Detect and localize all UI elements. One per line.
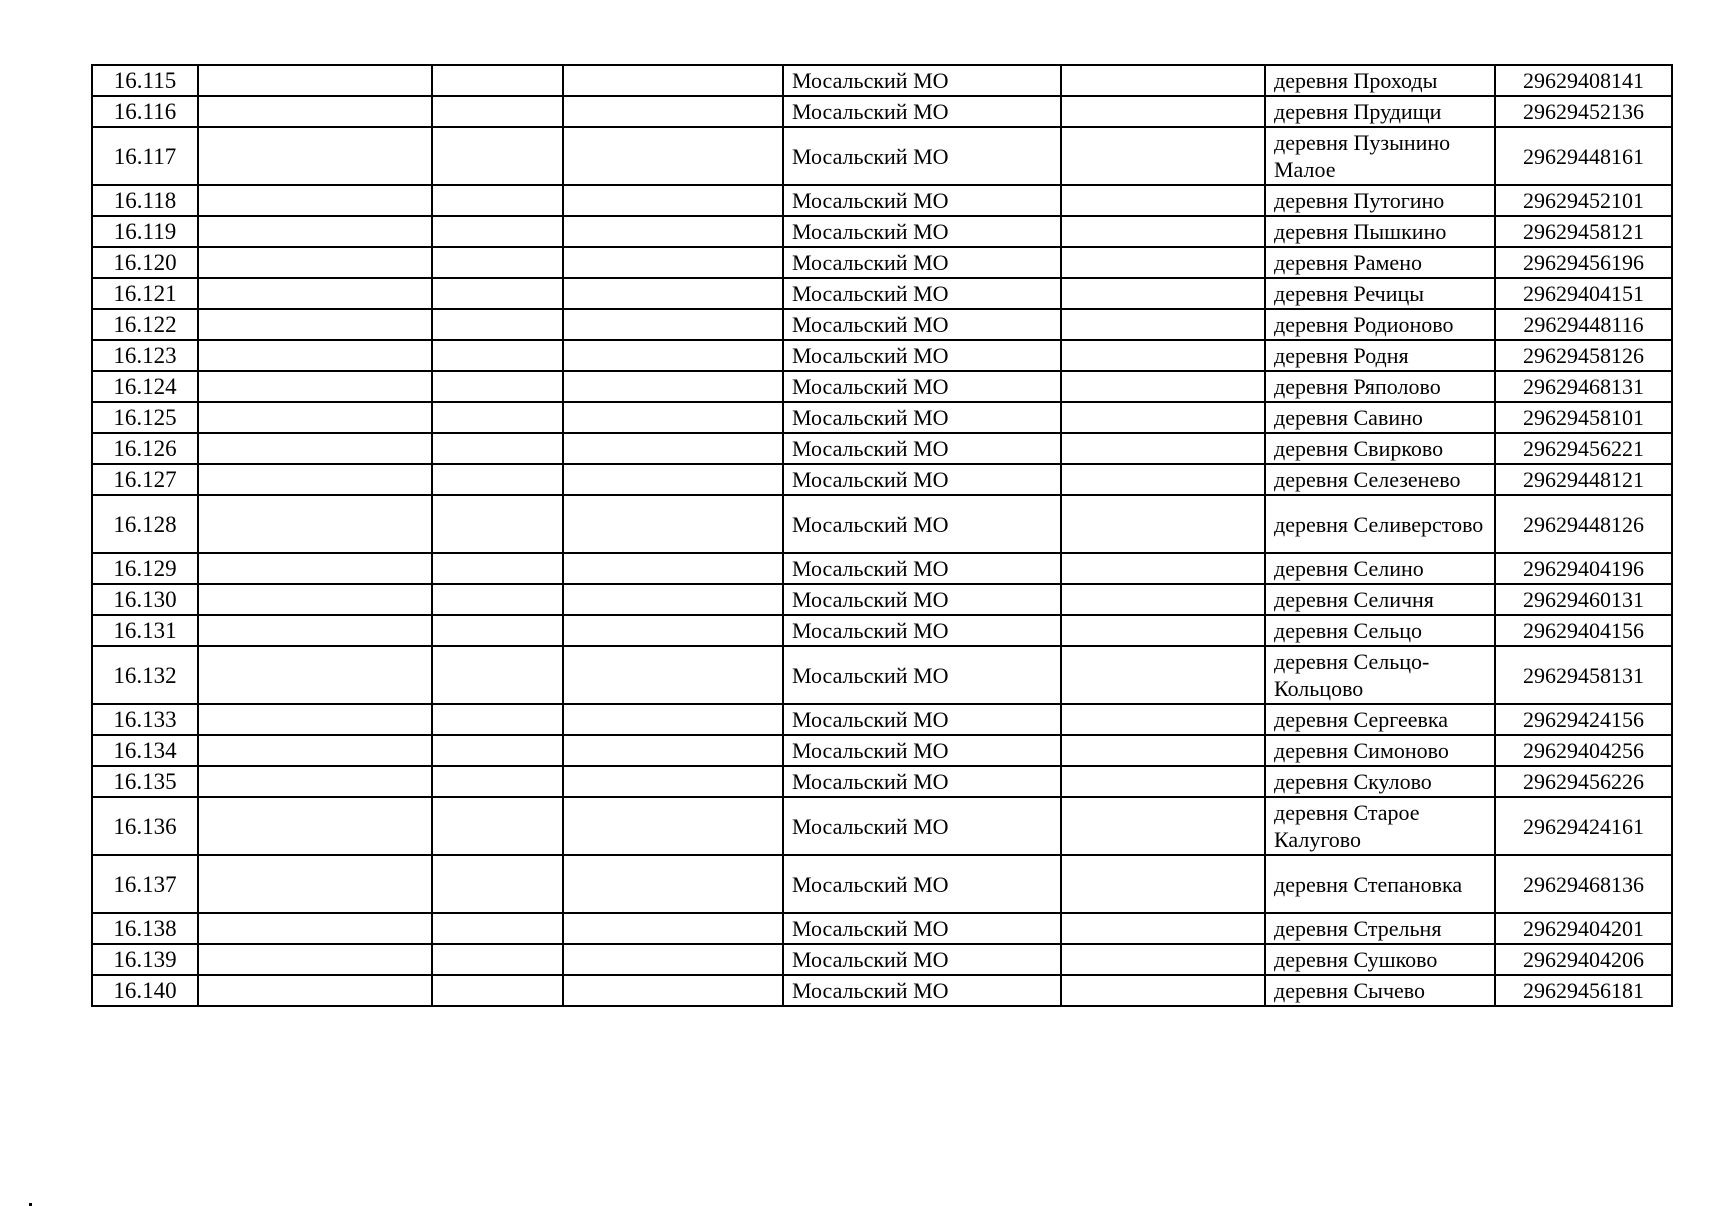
table-row	[92, 464, 1672, 495]
municipality-cell: Мосальский МО	[783, 433, 1061, 464]
oktmo-code: 29629458101	[1495, 402, 1672, 433]
oktmo-code: 29629456221	[1495, 433, 1672, 464]
empty-cell	[432, 646, 563, 704]
empty-cell	[563, 216, 783, 247]
settlement-name: деревня Селиверстово	[1265, 495, 1495, 553]
empty-cell	[198, 646, 432, 704]
row-number: 16.119	[92, 216, 198, 247]
empty-cell	[198, 766, 432, 797]
empty-cell	[198, 615, 432, 646]
municipality-cell: Мосальский МО	[783, 855, 1061, 913]
empty-cell	[198, 495, 432, 553]
empty-cell	[1061, 944, 1265, 975]
empty-cell	[198, 247, 432, 278]
empty-cell	[563, 615, 783, 646]
empty-cell	[563, 735, 783, 766]
row-number: 16.124	[92, 371, 198, 402]
row-number: 16.131	[92, 615, 198, 646]
table-row	[92, 553, 1672, 584]
oktmo-code: 29629424156	[1495, 704, 1672, 735]
table-row	[92, 797, 1672, 855]
empty-cell	[563, 553, 783, 584]
empty-cell	[563, 766, 783, 797]
empty-cell	[563, 855, 783, 913]
empty-cell	[563, 433, 783, 464]
empty-cell	[432, 735, 563, 766]
empty-cell	[563, 584, 783, 615]
settlement-name: деревня Савино	[1265, 402, 1495, 433]
oktmo-code: 29629468131	[1495, 371, 1672, 402]
empty-cell	[1061, 735, 1265, 766]
empty-cell	[563, 646, 783, 704]
empty-cell	[432, 464, 563, 495]
table-row	[92, 495, 1672, 553]
municipality-cell: Мосальский МО	[783, 402, 1061, 433]
empty-cell	[198, 584, 432, 615]
municipality-cell: Мосальский МО	[783, 464, 1061, 495]
empty-cell	[563, 247, 783, 278]
settlement-name: деревня Селино	[1265, 553, 1495, 584]
empty-cell	[432, 975, 563, 1006]
empty-cell	[1061, 127, 1265, 185]
row-number: 16.121	[92, 278, 198, 309]
municipality-cell: Мосальский МО	[783, 766, 1061, 797]
row-number: 16.135	[92, 766, 198, 797]
settlement-name: деревня Проходы	[1265, 65, 1495, 96]
oktmo-code: 29629424161	[1495, 797, 1672, 855]
municipality-cell: Мосальский МО	[783, 495, 1061, 553]
empty-cell	[432, 278, 563, 309]
oktmo-code: 29629452136	[1495, 96, 1672, 127]
empty-cell	[563, 704, 783, 735]
oktmo-code: 29629404196	[1495, 553, 1672, 584]
settlement-name: деревня Сергеевка	[1265, 704, 1495, 735]
empty-cell	[563, 127, 783, 185]
settlement-name: деревня Сушково	[1265, 944, 1495, 975]
empty-cell	[198, 402, 432, 433]
empty-cell	[432, 127, 563, 185]
table-row	[92, 402, 1672, 433]
empty-cell	[563, 371, 783, 402]
empty-cell	[1061, 65, 1265, 96]
empty-cell	[563, 975, 783, 1006]
row-number: 16.128	[92, 495, 198, 553]
settlement-name: деревня Старое Калугово	[1265, 797, 1495, 855]
municipality-cell: Мосальский МО	[783, 797, 1061, 855]
municipality-cell: Мосальский МО	[783, 975, 1061, 1006]
settlement-name: деревня Симоново	[1265, 735, 1495, 766]
table-row	[92, 584, 1672, 615]
table-row	[92, 247, 1672, 278]
row-number: 16.133	[92, 704, 198, 735]
municipality-cell: Мосальский МО	[783, 247, 1061, 278]
row-number: 16.118	[92, 185, 198, 216]
empty-cell	[432, 340, 563, 371]
municipality-cell: Мосальский МО	[783, 96, 1061, 127]
empty-cell	[1061, 464, 1265, 495]
empty-cell	[432, 433, 563, 464]
table-body	[92, 65, 1672, 1006]
empty-cell	[563, 65, 783, 96]
empty-cell	[432, 402, 563, 433]
oktmo-code: 29629452101	[1495, 185, 1672, 216]
table-row	[92, 913, 1672, 944]
empty-cell	[198, 735, 432, 766]
settlement-name: деревня Ряполово	[1265, 371, 1495, 402]
municipality-cell: Мосальский МО	[783, 371, 1061, 402]
oktmo-code: 29629458121	[1495, 216, 1672, 247]
table-row	[92, 646, 1672, 704]
empty-cell	[563, 944, 783, 975]
empty-cell	[563, 913, 783, 944]
empty-cell	[432, 247, 563, 278]
municipality-cell: Мосальский МО	[783, 127, 1061, 185]
empty-cell	[198, 96, 432, 127]
empty-cell	[432, 855, 563, 913]
settlement-name: деревня Рамено	[1265, 247, 1495, 278]
empty-cell	[432, 553, 563, 584]
table-row	[92, 615, 1672, 646]
settlement-name: деревня Степановка	[1265, 855, 1495, 913]
oktmo-code: 29629408141	[1495, 65, 1672, 96]
empty-cell	[432, 65, 563, 96]
empty-cell	[563, 278, 783, 309]
oktmo-code: 29629456196	[1495, 247, 1672, 278]
empty-cell	[198, 65, 432, 96]
row-number: 16.132	[92, 646, 198, 704]
table-row	[92, 127, 1672, 185]
settlement-name: деревня Пузынино Малое	[1265, 127, 1495, 185]
municipality-cell: Мосальский МО	[783, 185, 1061, 216]
row-number: 16.130	[92, 584, 198, 615]
empty-cell	[563, 402, 783, 433]
oktmo-code: 29629456226	[1495, 766, 1672, 797]
row-number: 16.137	[92, 855, 198, 913]
settlement-name: деревня Родионово	[1265, 309, 1495, 340]
oktmo-code: 29629404151	[1495, 278, 1672, 309]
empty-cell	[198, 553, 432, 584]
empty-cell	[1061, 278, 1265, 309]
empty-cell	[1061, 340, 1265, 371]
empty-cell	[198, 127, 432, 185]
empty-cell	[1061, 433, 1265, 464]
municipality-cell: Мосальский МО	[783, 309, 1061, 340]
row-number: 16.120	[92, 247, 198, 278]
empty-cell	[1061, 96, 1265, 127]
empty-cell	[198, 185, 432, 216]
oktmo-code: 29629448116	[1495, 309, 1672, 340]
table-row	[92, 278, 1672, 309]
table-row	[92, 855, 1672, 913]
empty-cell	[563, 797, 783, 855]
settlement-name: деревня Стрельня	[1265, 913, 1495, 944]
empty-cell	[432, 495, 563, 553]
empty-cell	[1061, 704, 1265, 735]
empty-cell	[432, 309, 563, 340]
empty-cell	[1061, 975, 1265, 1006]
empty-cell	[1061, 615, 1265, 646]
municipality-cell: Мосальский МО	[783, 65, 1061, 96]
empty-cell	[198, 309, 432, 340]
empty-cell	[1061, 646, 1265, 704]
table-row	[92, 433, 1672, 464]
empty-cell	[198, 855, 432, 913]
empty-cell	[563, 340, 783, 371]
municipality-cell: Мосальский МО	[783, 704, 1061, 735]
table-row	[92, 65, 1672, 96]
empty-cell	[1061, 247, 1265, 278]
row-number: 16.116	[92, 96, 198, 127]
oktmo-code: 29629458131	[1495, 646, 1672, 704]
empty-cell	[198, 278, 432, 309]
table-row	[92, 704, 1672, 735]
municipality-cell: Мосальский МО	[783, 944, 1061, 975]
table-row	[92, 340, 1672, 371]
empty-cell	[432, 185, 563, 216]
row-number: 16.129	[92, 553, 198, 584]
row-number: 16.136	[92, 797, 198, 855]
empty-cell	[198, 433, 432, 464]
oktmo-code: 29629404256	[1495, 735, 1672, 766]
table-row	[92, 96, 1672, 127]
empty-cell	[432, 216, 563, 247]
row-number: 16.127	[92, 464, 198, 495]
row-number: 16.139	[92, 944, 198, 975]
empty-cell	[432, 584, 563, 615]
empty-cell	[432, 96, 563, 127]
empty-cell	[432, 797, 563, 855]
settlement-name: деревня Сельцо-Кольцово	[1265, 646, 1495, 704]
settlements-table	[91, 64, 1673, 1007]
empty-cell	[1061, 216, 1265, 247]
empty-cell	[1061, 402, 1265, 433]
empty-cell	[432, 615, 563, 646]
oktmo-code: 29629456181	[1495, 975, 1672, 1006]
settlement-name: деревня Путогино	[1265, 185, 1495, 216]
municipality-cell: Мосальский МО	[783, 278, 1061, 309]
table-row	[92, 735, 1672, 766]
table-row	[92, 309, 1672, 340]
oktmo-code: 29629468136	[1495, 855, 1672, 913]
empty-cell	[563, 309, 783, 340]
empty-cell	[198, 704, 432, 735]
empty-cell	[432, 704, 563, 735]
empty-cell	[1061, 309, 1265, 340]
empty-cell	[1061, 185, 1265, 216]
municipality-cell: Мосальский МО	[783, 646, 1061, 704]
empty-cell	[432, 944, 563, 975]
settlement-name: деревня Сельцо	[1265, 615, 1495, 646]
settlement-name: деревня Сычево	[1265, 975, 1495, 1006]
oktmo-code: 29629448161	[1495, 127, 1672, 185]
settlement-name: деревня Селезенево	[1265, 464, 1495, 495]
table-row	[92, 185, 1672, 216]
municipality-cell: Мосальский МО	[783, 553, 1061, 584]
table-row	[92, 766, 1672, 797]
empty-cell	[198, 975, 432, 1006]
table-row	[92, 371, 1672, 402]
empty-cell	[1061, 913, 1265, 944]
row-number: 16.126	[92, 433, 198, 464]
empty-cell	[563, 185, 783, 216]
row-number: 16.140	[92, 975, 198, 1006]
empty-cell	[198, 464, 432, 495]
row-number: 16.134	[92, 735, 198, 766]
empty-cell	[1061, 371, 1265, 402]
table-row	[92, 216, 1672, 247]
table-row	[92, 975, 1672, 1006]
empty-cell	[563, 495, 783, 553]
empty-cell	[1061, 584, 1265, 615]
oktmo-code: 29629458126	[1495, 340, 1672, 371]
oktmo-code: 29629448126	[1495, 495, 1672, 553]
municipality-cell: Мосальский МО	[783, 735, 1061, 766]
empty-cell	[1061, 766, 1265, 797]
empty-cell	[198, 340, 432, 371]
empty-cell	[432, 371, 563, 402]
settlement-name: деревня Родня	[1265, 340, 1495, 371]
oktmo-code: 29629460131	[1495, 584, 1672, 615]
settlement-name: деревня Селичня	[1265, 584, 1495, 615]
settlement-name: деревня Речицы	[1265, 278, 1495, 309]
settlement-name: деревня Свирково	[1265, 433, 1495, 464]
empty-cell	[1061, 855, 1265, 913]
empty-cell	[563, 96, 783, 127]
municipality-cell: Мосальский МО	[783, 340, 1061, 371]
municipality-cell: Мосальский МО	[783, 584, 1061, 615]
settlement-name: деревня Прудищи	[1265, 96, 1495, 127]
row-number: 16.117	[92, 127, 198, 185]
empty-cell	[432, 766, 563, 797]
empty-cell	[1061, 553, 1265, 584]
municipality-cell: Мосальский МО	[783, 913, 1061, 944]
oktmo-code: 29629448121	[1495, 464, 1672, 495]
empty-cell	[432, 913, 563, 944]
empty-cell	[563, 464, 783, 495]
empty-cell	[198, 913, 432, 944]
empty-cell	[198, 944, 432, 975]
empty-cell	[198, 216, 432, 247]
empty-cell	[1061, 495, 1265, 553]
row-number: 16.125	[92, 402, 198, 433]
oktmo-code: 29629404201	[1495, 913, 1672, 944]
oktmo-code: 29629404206	[1495, 944, 1672, 975]
settlement-name: деревня Пышкино	[1265, 216, 1495, 247]
table-row	[92, 944, 1672, 975]
empty-cell	[1061, 797, 1265, 855]
row-number: 16.115	[92, 65, 198, 96]
row-number: 16.122	[92, 309, 198, 340]
municipality-cell: Мосальский МО	[783, 216, 1061, 247]
empty-cell	[198, 797, 432, 855]
row-number: 16.123	[92, 340, 198, 371]
row-number: 16.138	[92, 913, 198, 944]
oktmo-code: 29629404156	[1495, 615, 1672, 646]
municipality-cell: Мосальский МО	[783, 615, 1061, 646]
empty-cell	[198, 371, 432, 402]
settlement-name: деревня Скулово	[1265, 766, 1495, 797]
